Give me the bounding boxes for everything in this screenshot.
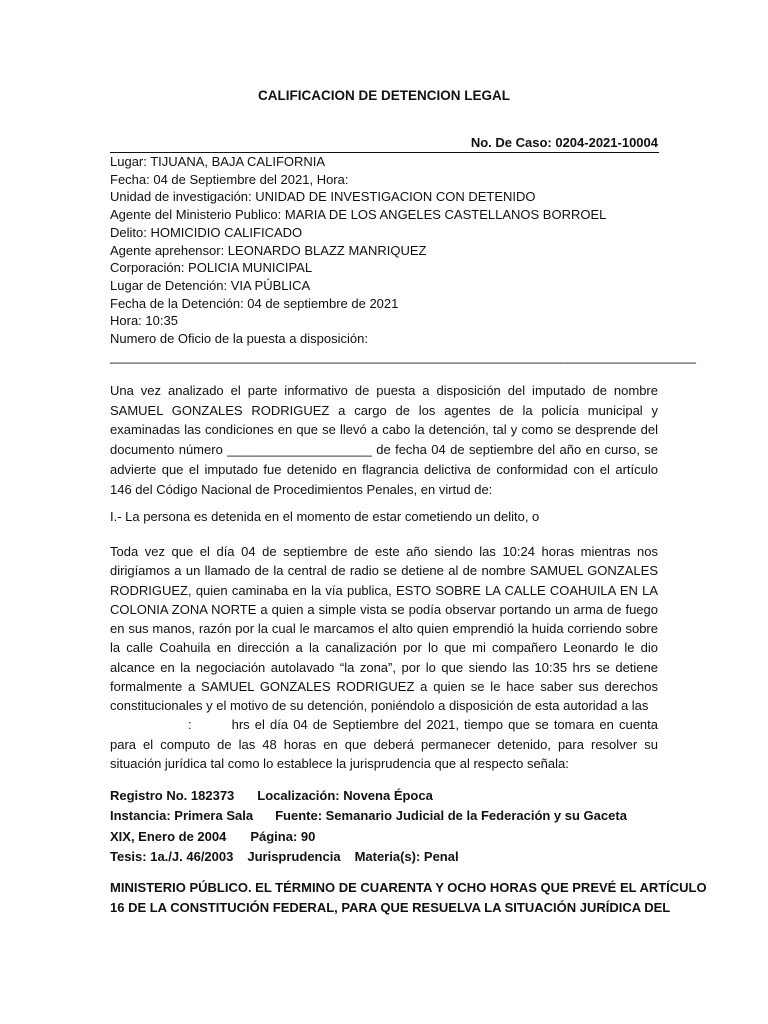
- paragraph-analysis: Una vez analizado el parte informativo de puesta a disposición del imputado de nombre SAMUEL GONZALES RODRIGUEZ a cargo de los agentes de la policía municipal y examinadas las condiciones en que se llevó a cabo la detención, tal y como se desprende del documento número ____________________ de fecha 04 de septiembre del año en curso, se advierte que el imputado fue detenido en flagrancia delictiva de conformidad con el artículo 146 del Código Nacional de Procedimientos Penales, en virtud de:: [110, 383, 658, 497]
- paragraph-narrative: [110, 542, 658, 773]
- field-fecha: Fecha: 04 de Septiembre del 2021, Hora:: [110, 171, 349, 187]
- field-lugar-detencion: Lugar de Detención: VIA PÚBLICA: [110, 277, 311, 293]
- field-fecha-detencion: Fecha de la Detención: 04 de septiembre de 2021: [110, 295, 399, 311]
- heading-line-2: 16 DE LA CONSTITUCIÓN FEDERAL, PARA QUE RESUELVA LA SITUACIÓN JURÍDICA DEL: [110, 900, 671, 915]
- field-numero-oficio: Numero de Oficio de la puesta a disposición:: [110, 331, 368, 347]
- registro-line-2: [110, 806, 670, 826]
- registro-tesis: Tesis: 1a./J. 46/2003: [110, 848, 234, 864]
- field-hora: Hora: 10:35: [110, 313, 178, 329]
- document-title: CALIFICACION DE DETENCION LEGAL: [258, 88, 510, 103]
- registro-number: Registro No. 182373: [110, 788, 235, 803]
- registro-materia: Materia(s): Penal: [354, 848, 459, 864]
- fields-underline: _______________________________________________________________________________________: [110, 348, 696, 364]
- case-fields: [110, 153, 696, 365]
- registro-localizacion: Localización: Novena Época: [257, 788, 433, 803]
- paragraph-fraccion: I.- La persona es detenida en el momento de estar cometiendo un delito, o: [110, 509, 540, 524]
- case-number: No. De Caso: 0204-2021-10004: [470, 135, 658, 150]
- field-agente-mp: Agente del Ministerio Publico: MARIA DE LOS ANGELES CASTELLANOS BORROEL: [110, 207, 607, 223]
- registro-line-4: [110, 847, 670, 867]
- registro-block: [110, 786, 670, 867]
- field-unidad: Unidad de investigación: UNIDAD DE INVESTIGACION CON DETENIDO: [110, 189, 536, 205]
- field-lugar: Lugar: TIJUANA, BAJA CALIFORNIA: [110, 154, 326, 169]
- registro-instancia: Instancia: Primera Sala: [110, 808, 254, 824]
- heading-line-1: MINISTERIO PÚBLICO. EL TÉRMINO DE CUARENTA Y OCHO HORAS QUE PREVÉ EL ARTÍCULO: [110, 880, 707, 895]
- field-corporacion: Corporación: POLICIA MUNICIPAL: [110, 260, 313, 276]
- field-agente-aprehensor: Agente aprehensor: LEONARDO BLAZZ MANRIQUEZ: [110, 242, 427, 258]
- narrative-colon: :: [188, 717, 192, 733]
- narrative-rest: hrs el día 04 de Septiembre del 2021, tiempo que se tomara en cuenta para el computo de las 48 horas en que deberá permanecer detenido, para resolver su situación jurídica tal como lo establece la jurisprudencia que al respecto señala:: [110, 717, 658, 771]
- registro-line-3: [110, 827, 670, 847]
- registro-pagina: Página: 90: [250, 828, 316, 844]
- registro-fuente: Fuente: Semanario Judicial de la Federación y su Gaceta: [275, 808, 627, 824]
- narrative-main: Toda vez que el día 04 de septiembre de este año siendo las 10:24 horas mientras nos dirigíamos a un llamado de la central de radio se detiene al de nombre SAMUEL GONZALES RODRIGUEZ, quien caminaba en la vía publica, ESTO SOBRE LA CALLE COAHUILA EN LA COLONIA ZONA NORTE a quien a simple vista se podía observar portando un arma de fuego en sus manos, razón por la cual le marcamos el alto quien emprendió la huida corriendo sobre la calle Coahuila en dirección a la canalización por lo que mi compañero Leonardo le dio alcance en la negociación autolavado “la zona”, por lo que siendo las 10:35 hrs se detiene formalmente a SAMUEL GONZALES RODRIGUEZ a quien se le hace saber sus derechos constitucionales y el motivo de su detención, poniéndolo a disposición de esta autoridad a las: [110, 544, 658, 713]
- jurisprudence-heading: [110, 878, 707, 918]
- registro-tipo: Jurisprudencia: [247, 848, 341, 864]
- registro-epoca: XIX, Enero de 2004: [110, 828, 227, 844]
- registro-line-1: [110, 786, 670, 806]
- field-delito: Delito: HOMICIDIO CALIFICADO: [110, 224, 303, 240]
